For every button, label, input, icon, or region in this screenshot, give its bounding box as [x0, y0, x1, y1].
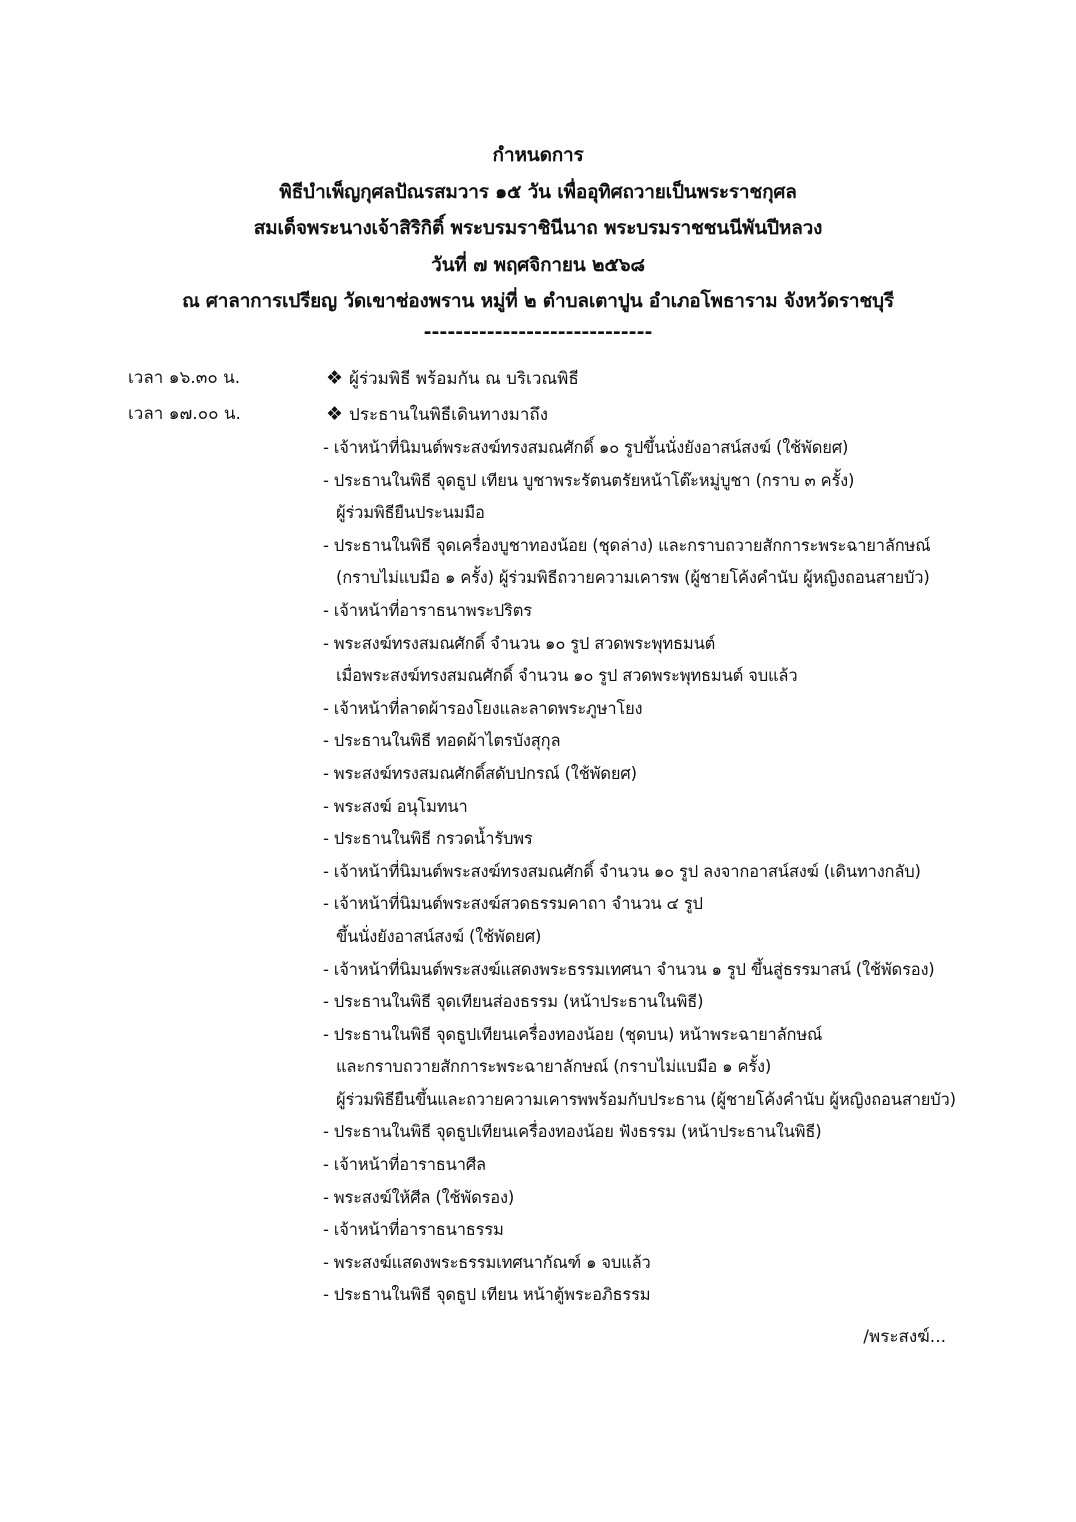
header-dedication: สมเด็จพระนางเจ้าสิริกิติ์ พระบรมราชินีนาถ พระบรมราชชนนีพันปีหลวง — [253, 217, 823, 240]
slot-time: เวลา ๑๗.๐๐ น. — [128, 404, 241, 424]
diamond-bullet-icon: ❖ — [326, 367, 344, 389]
slot-title: ผู้ร่วมพิธี พร้อมกัน ณ บริเวณพิธี — [349, 369, 579, 389]
slot-title-row — [326, 398, 1076, 432]
header-divider: ----------------------------- — [423, 320, 653, 343]
schedule-item: - ประธานในพิธี จุดธูป เทียน หน้าตู้พระอภิธรรม — [323, 1285, 651, 1305]
schedule-item: - ประธานในพิธี จุดธูป เทียน บูชาพระรัตนตรัยหน้าโต๊ะหมู่บูชา (กราบ ๓ ครั้ง) — [323, 470, 855, 490]
schedule-item: - ประธานในพิธี จุดธูปเทียนเครื่องทองน้อย ฟังธรรม (หน้าประธานในพิธี) — [323, 1122, 822, 1142]
schedule-item: - ประธานในพิธี จุดเทียนส่องธรรม (หน้าประธานในพิธี) — [323, 992, 704, 1012]
schedule-item: - ประธานในพิธี ทอดผ้าไตรบังสุกุล — [323, 731, 561, 751]
schedule-item: - เจ้าหน้าที่นิมนต์พระสงฆ์ทรงสมณศักดิ์ ๑๐ รูปขึ้นนั่งยังอาสน์สงฆ์ (ใช้พัดยศ) — [323, 438, 849, 457]
schedule-item: และกราบถวายสักการะพระฉายาลักษณ์ (กราบไม่แบมือ ๑ ครั้ง) — [336, 1057, 772, 1077]
schedule-item: - ประธานในพิธี กรวดน้ำรับพร — [323, 829, 533, 849]
schedule-item: ขึ้นนั่งยังอาสน์สงฆ์ (ใช้พัดยศ) — [336, 926, 542, 946]
schedule-item: - เจ้าหน้าที่นิมนต์พระสงฆ์แสดงพระธรรมเทศนา จำนวน ๑ รูป ขึ้นสู่ธรรมาสน์ (ใช้พัดรอง) — [323, 959, 935, 979]
slot-items — [323, 432, 1076, 1312]
schedule-list — [0, 362, 1076, 1312]
schedule-item: - เจ้าหน้าที่อาราธนาพระปริตร — [323, 600, 532, 620]
slot-time: เวลา ๑๖.๓๐ น. — [128, 368, 241, 388]
schedule-item: - พระสงฆ์ อนุโมทนา — [323, 796, 468, 816]
slot-title-row — [326, 362, 1076, 396]
header-date: วันที่ ๗ พฤศจิกายน ๒๕๖๘ — [431, 253, 645, 276]
schedule-item: - เจ้าหน้าที่อาราธนาธรรม — [323, 1220, 504, 1240]
schedule-item: - ประธานในพิธี จุดเครื่องบูชาทองน้อย (ชุดล่าง) และกราบถวายสักการะพระฉายาลักษณ์ — [323, 535, 931, 555]
schedule-item: - พระสงฆ์แสดงพระธรรมเทศนากัณฑ์ ๑ จบแล้ว — [323, 1252, 651, 1272]
schedule-item: (กราบไม่แบมือ ๑ ครั้ง) ผู้ร่วมพิธีถวายความเคารพ (ผู้ชายโค้งคำนับ ผู้หญิงถอนสายบัว) — [336, 568, 930, 588]
schedule-item: - พระสงฆ์ทรงสมณศักดิ์ จำนวน ๑๐ รูป สวดพระพุทธมนต์ — [323, 633, 716, 653]
header-venue: ณ ศาลาการเปรียญ วัดเขาช่องพราน หมู่ที่ ๒ ตำบลเตาปูน อำเภอโพธาราม จังหวัดราชบุรี — [182, 290, 894, 313]
schedule-item: ผู้ร่วมพิธียืนประนมมือ — [336, 503, 485, 523]
schedule-item: - เจ้าหน้าที่นิมนต์พระสงฆ์ทรงสมณศักดิ์ จำนวน ๑๐ รูป ลงจากอาสน์สงฆ์ (เดินทางกลับ) — [323, 861, 921, 881]
schedule-item: เมื่อพระสงฆ์ทรงสมณศักดิ์ จำนวน ๑๐ รูป สวดพระพุทธมนต์ จบแล้ว — [336, 666, 798, 686]
schedule-item: - พระสงฆ์ให้ศีล (ใช้พัดรอง) — [323, 1187, 515, 1207]
diamond-bullet-icon: ❖ — [326, 403, 344, 425]
header-title: กำหนดการ — [492, 144, 584, 166]
schedule-item: ผู้ร่วมพิธียืนขึ้นและถวายความเคารพพร้อมกับประธาน (ผู้ชายโค้งคำนับ ผู้หญิงถอนสายบัว) — [336, 1089, 956, 1109]
schedule-item: - ประธานในพิธี จุดธูปเทียนเครื่องทองน้อย (ชุดบน) หน้าพระฉายาลักษณ์ — [323, 1024, 823, 1044]
schedule-item: - เจ้าหน้าที่ลาดผ้ารองโยงและลาดพระภูษาโยง — [323, 698, 643, 718]
schedule-slot — [0, 362, 1076, 396]
schedule-item: - เจ้าหน้าที่อาราธนาศีล — [323, 1155, 486, 1175]
document-header — [0, 137, 1076, 344]
schedule-item: - เจ้าหน้าที่นิมนต์พระสงฆ์สวดธรรมคาถา จำนวน ๔ รูป — [323, 894, 703, 914]
schedule-item: - พระสงฆ์ทรงสมณศักดิ์สดับปกรณ์ (ใช้พัดยศ) — [323, 763, 637, 783]
slot-title: ประธานในพิธีเดินทางมาถึง — [349, 405, 549, 425]
continuation-note: /พระสงฆ์... — [863, 1327, 946, 1347]
header-ceremony: พิธีบำเพ็ญกุศลปัณรสมวาร ๑๕ วัน เพื่ออุทิศถวายเป็นพระราชกุศล — [279, 180, 797, 203]
schedule-slot — [0, 398, 1076, 1312]
